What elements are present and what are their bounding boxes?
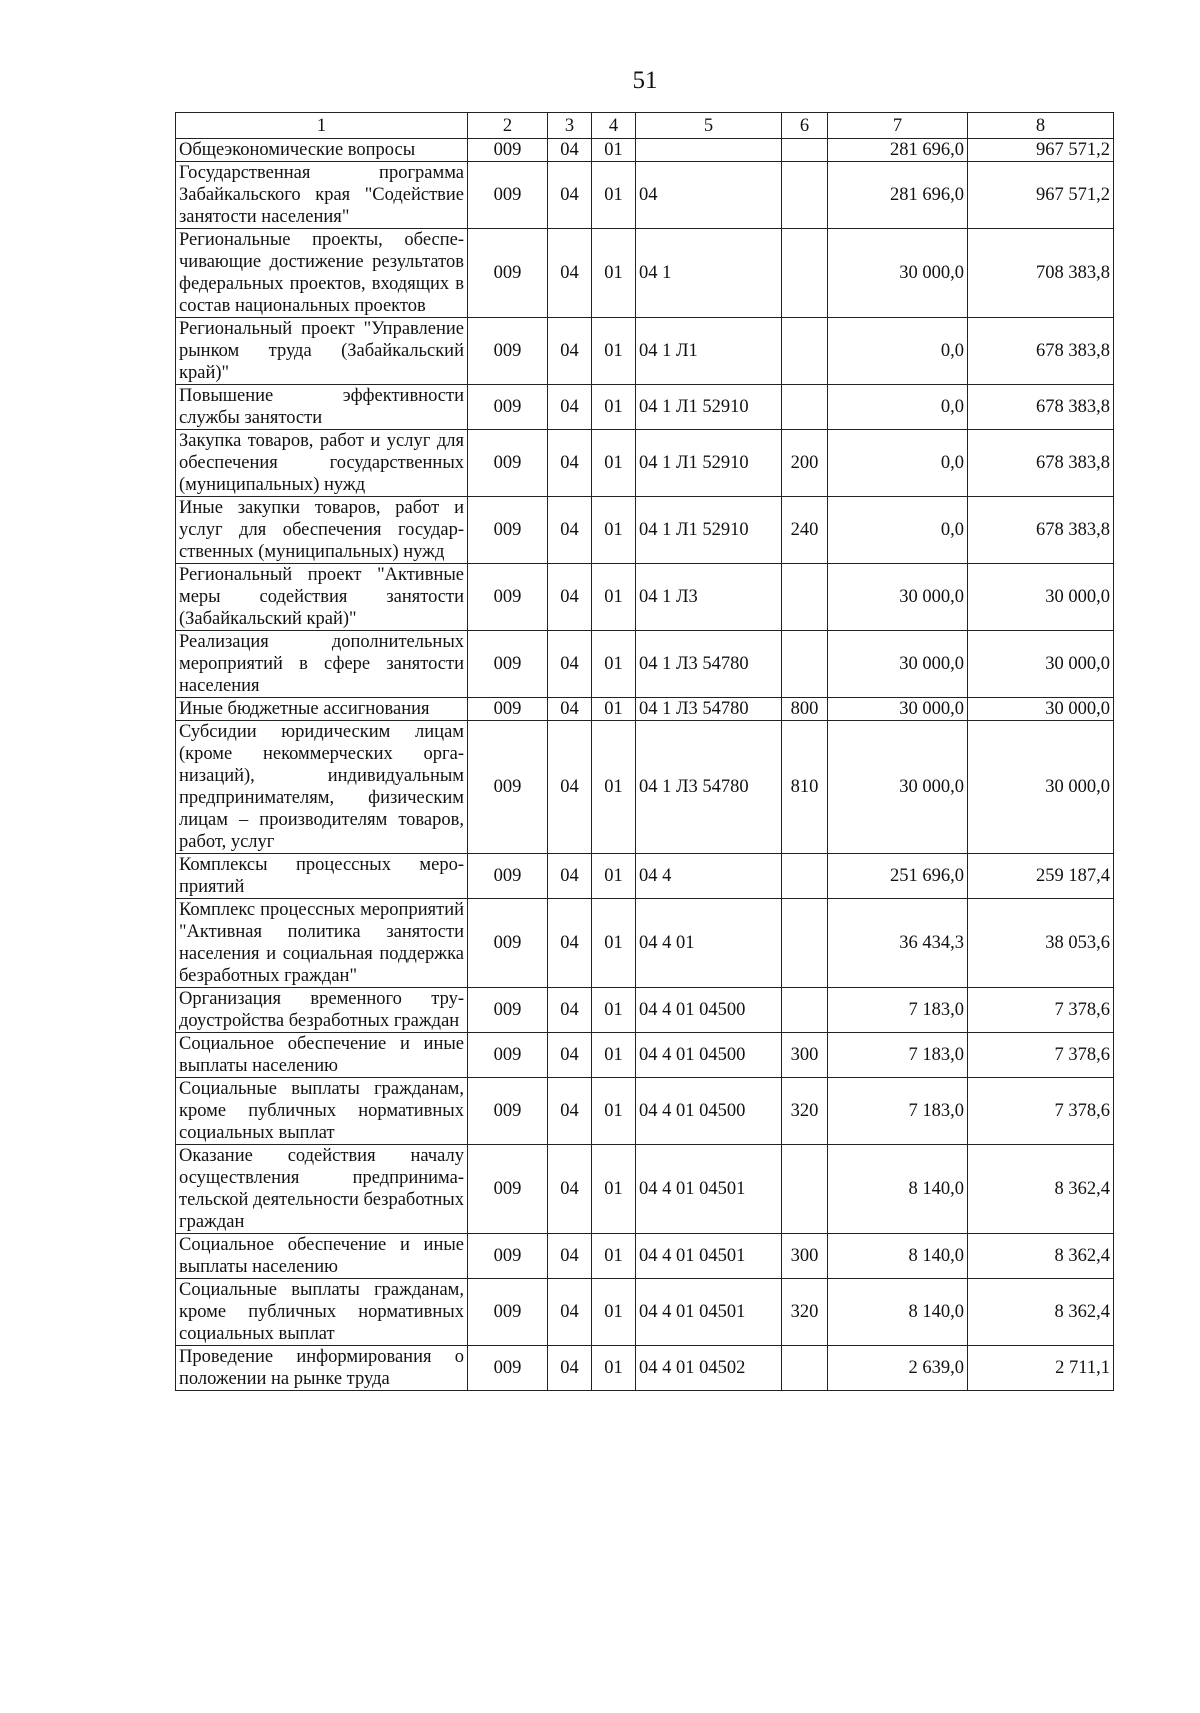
section-code: 04: [548, 162, 592, 229]
subsection-code: 01: [592, 385, 636, 430]
section-code: 04: [548, 1033, 592, 1078]
expense-type: [782, 1346, 828, 1391]
target-article: 04 4: [636, 854, 782, 899]
amount-col7: 0,0: [828, 430, 968, 497]
expense-type: 320: [782, 1078, 828, 1145]
target-article: [636, 139, 782, 162]
row-name: Реализация дополнительных мероприятий в сфере занятости населения: [176, 631, 468, 698]
amount-col8: 967 571,2: [968, 139, 1114, 162]
amount-col7: 8 140,0: [828, 1234, 968, 1279]
header-row: [176, 113, 1114, 139]
amount-col7: 8 140,0: [828, 1145, 968, 1234]
admin-code: 009: [468, 1078, 548, 1145]
amount-col7: 7 183,0: [828, 1033, 968, 1078]
amount-col8: 8 362,4: [968, 1279, 1114, 1346]
amount-col8: 678 383,8: [968, 318, 1114, 385]
target-article: 04 4 01 04500: [636, 1078, 782, 1145]
expense-type: 240: [782, 497, 828, 564]
amount-col7: 36 434,3: [828, 899, 968, 988]
amount-col7: 30 000,0: [828, 698, 968, 721]
table-row: [176, 899, 1114, 988]
table-row: [176, 1078, 1114, 1145]
section-code: 04: [548, 564, 592, 631]
amount-col8: 678 383,8: [968, 497, 1114, 564]
admin-code: 009: [468, 1346, 548, 1391]
expense-type: 320: [782, 1279, 828, 1346]
admin-code: 009: [468, 698, 548, 721]
subsection-code: 01: [592, 318, 636, 385]
row-name: Комплекс процессных мероприятий "Активная политика занятости населения и социальная поддержка безработных граждан": [176, 899, 468, 988]
subsection-code: 01: [592, 988, 636, 1033]
target-article: 04 4 01 04501: [636, 1279, 782, 1346]
amount-col7: 7 183,0: [828, 1078, 968, 1145]
table-row: [176, 139, 1114, 162]
expense-type: [782, 631, 828, 698]
target-article: 04 1 Л1: [636, 318, 782, 385]
amount-col7: 0,0: [828, 385, 968, 430]
table-row: [176, 1279, 1114, 1346]
table-row: [176, 1346, 1114, 1391]
row-name: Повышение эффективности службы занятости: [176, 385, 468, 430]
subsection-code: 01: [592, 1346, 636, 1391]
amount-col8: 2 711,1: [968, 1346, 1114, 1391]
admin-code: 009: [468, 721, 548, 854]
expense-type: 300: [782, 1033, 828, 1078]
table-row: [176, 229, 1114, 318]
admin-code: 009: [468, 430, 548, 497]
admin-code: 009: [468, 497, 548, 564]
row-name: Проведение информирования о положении на рынке труда: [176, 1346, 468, 1391]
target-article: 04 4 01: [636, 899, 782, 988]
row-name: Иные закупки товаров, работ и услуг для обеспечения государственных (муниципальных) нужд: [176, 497, 468, 564]
target-article: 04: [636, 162, 782, 229]
section-code: 04: [548, 1279, 592, 1346]
subsection-code: 01: [592, 1279, 636, 1346]
table-row: [176, 721, 1114, 854]
subsection-code: 01: [592, 139, 636, 162]
subsection-code: 01: [592, 162, 636, 229]
header-cell: 1: [176, 113, 468, 139]
subsection-code: 01: [592, 1078, 636, 1145]
expense-type: 810: [782, 721, 828, 854]
admin-code: 009: [468, 854, 548, 899]
target-article: 04 1 Л3 54780: [636, 631, 782, 698]
subsection-code: 01: [592, 430, 636, 497]
table-row: [176, 988, 1114, 1033]
header-cell: 8: [968, 113, 1114, 139]
row-name: Субсидии юридическим лицам (кроме некоммерческих организаций), индивидуальным предпринимателям, физическим лицам – производителям товаров, работ, услуг: [176, 721, 468, 854]
header-cell: 5: [636, 113, 782, 139]
amount-col8: 967 571,2: [968, 162, 1114, 229]
table-row: [176, 1033, 1114, 1078]
section-code: 04: [548, 497, 592, 564]
row-name: Государственная программа Забайкальского края "Содействие занятости населения": [176, 162, 468, 229]
subsection-code: 01: [592, 721, 636, 854]
section-code: 04: [548, 318, 592, 385]
section-code: 04: [548, 631, 592, 698]
amount-col8: 7 378,6: [968, 1078, 1114, 1145]
expense-type: [782, 988, 828, 1033]
expense-type: [782, 564, 828, 631]
target-article: 04 4 01 04500: [636, 1033, 782, 1078]
amount-col7: 7 183,0: [828, 988, 968, 1033]
section-code: 04: [548, 385, 592, 430]
table-row: [176, 497, 1114, 564]
admin-code: 009: [468, 139, 548, 162]
expense-type: 200: [782, 430, 828, 497]
admin-code: 009: [468, 385, 548, 430]
section-code: 04: [548, 430, 592, 497]
admin-code: 009: [468, 631, 548, 698]
amount-col7: 281 696,0: [828, 139, 968, 162]
row-name: Региональные проекты, обеспечивающие достижение результатов федеральных проектов, входящих в состав национальных проектов: [176, 229, 468, 318]
amount-col8: 708 383,8: [968, 229, 1114, 318]
amount-col8: 678 383,8: [968, 385, 1114, 430]
amount-col7: 251 696,0: [828, 854, 968, 899]
expense-type: [782, 854, 828, 899]
target-article: 04 1 Л3 54780: [636, 698, 782, 721]
admin-code: 009: [468, 1279, 548, 1346]
expense-type: 300: [782, 1234, 828, 1279]
target-article: 04 4 01 04500: [636, 988, 782, 1033]
admin-code: 009: [468, 318, 548, 385]
table-row: [176, 854, 1114, 899]
section-code: 04: [548, 1145, 592, 1234]
table-row: [176, 430, 1114, 497]
target-article: 04 1: [636, 229, 782, 318]
amount-col7: 281 696,0: [828, 162, 968, 229]
amount-col7: 2 639,0: [828, 1346, 968, 1391]
admin-code: 009: [468, 1033, 548, 1078]
amount-col7: 0,0: [828, 497, 968, 564]
target-article: 04 4 01 04501: [636, 1234, 782, 1279]
amount-col8: 30 000,0: [968, 564, 1114, 631]
target-article: 04 1 Л3 54780: [636, 721, 782, 854]
subsection-code: 01: [592, 899, 636, 988]
row-name: Региональный проект "Управление рынком труда (Забайкальский край)": [176, 318, 468, 385]
amount-col8: 678 383,8: [968, 430, 1114, 497]
section-code: 04: [548, 721, 592, 854]
row-name: Социальные выплаты гражданам, кроме публичных нормативных социальных выплат: [176, 1078, 468, 1145]
table-row: [176, 631, 1114, 698]
subsection-code: 01: [592, 1033, 636, 1078]
amount-col8: 30 000,0: [968, 721, 1114, 854]
row-name: Комплексы процессных мероприятий: [176, 854, 468, 899]
admin-code: 009: [468, 229, 548, 318]
amount-col8: 7 378,6: [968, 988, 1114, 1033]
subsection-code: 01: [592, 229, 636, 318]
amount-col8: 30 000,0: [968, 698, 1114, 721]
section-code: 04: [548, 139, 592, 162]
amount-col7: 30 000,0: [828, 631, 968, 698]
amount-col8: 38 053,6: [968, 899, 1114, 988]
header-cell: 4: [592, 113, 636, 139]
expense-type: [782, 162, 828, 229]
header-cell: 6: [782, 113, 828, 139]
header-cell: 2: [468, 113, 548, 139]
amount-col7: 30 000,0: [828, 721, 968, 854]
admin-code: 009: [468, 564, 548, 631]
amount-col8: 8 362,4: [968, 1145, 1114, 1234]
amount-col7: 30 000,0: [828, 564, 968, 631]
amount-col8: 8 362,4: [968, 1234, 1114, 1279]
target-article: 04 1 Л1 52910: [636, 430, 782, 497]
amount-col7: 0,0: [828, 318, 968, 385]
table-row: [176, 162, 1114, 229]
target-article: 04 1 Л1 52910: [636, 497, 782, 564]
target-article: 04 1 Л1 52910: [636, 385, 782, 430]
subsection-code: 01: [592, 1145, 636, 1234]
amount-col8: 259 187,4: [968, 854, 1114, 899]
amount-col8: 30 000,0: [968, 631, 1114, 698]
row-name: Социальное обеспечение и иные выплаты населению: [176, 1234, 468, 1279]
admin-code: 009: [468, 1234, 548, 1279]
row-name: Социальное обеспечение и иные выплаты населению: [176, 1033, 468, 1078]
row-name: Оказание содействия началу осуществления предпринимательской деятельности безработных граждан: [176, 1145, 468, 1234]
section-code: 04: [548, 229, 592, 318]
section-code: 04: [548, 988, 592, 1033]
target-article: 04 4 01 04502: [636, 1346, 782, 1391]
target-article: 04 4 01 04501: [636, 1145, 782, 1234]
section-code: 04: [548, 899, 592, 988]
admin-code: 009: [468, 988, 548, 1033]
expense-type: [782, 899, 828, 988]
subsection-code: 01: [592, 854, 636, 899]
header-cell: 3: [548, 113, 592, 139]
subsection-code: 01: [592, 631, 636, 698]
amount-col7: 30 000,0: [828, 229, 968, 318]
target-article: 04 1 Л3: [636, 564, 782, 631]
subsection-code: 01: [592, 1234, 636, 1279]
row-name: Региональный проект "Активные меры содействия занятости (Забайкальский край)": [176, 564, 468, 631]
section-code: 04: [548, 854, 592, 899]
subsection-code: 01: [592, 698, 636, 721]
section-code: 04: [548, 1234, 592, 1279]
section-code: 04: [548, 1078, 592, 1145]
section-code: 04: [548, 1346, 592, 1391]
header-cell: 7: [828, 113, 968, 139]
row-name: Организация временного трудоустройства безработных граждан: [176, 988, 468, 1033]
row-name: Общеэкономические вопросы: [176, 139, 468, 162]
section-code: 04: [548, 698, 592, 721]
expense-type: [782, 1145, 828, 1234]
row-name: Иные бюджетные ассигнования: [176, 698, 468, 721]
admin-code: 009: [468, 1145, 548, 1234]
expense-type: [782, 229, 828, 318]
amount-col7: 8 140,0: [828, 1279, 968, 1346]
row-name: Закупка товаров, работ и услуг для обеспечения государственных (муниципальных) нужд: [176, 430, 468, 497]
table-row: [176, 1145, 1114, 1234]
expense-type: [782, 385, 828, 430]
page-number: 51: [632, 67, 658, 94]
admin-code: 009: [468, 899, 548, 988]
subsection-code: 01: [592, 497, 636, 564]
row-name: Социальные выплаты гражданам, кроме публичных нормативных социальных выплат: [176, 1279, 468, 1346]
table-row: [176, 698, 1114, 721]
table-row: [176, 318, 1114, 385]
expense-type: [782, 318, 828, 385]
budget-table: [175, 112, 1114, 1391]
amount-col8: 7 378,6: [968, 1033, 1114, 1078]
subsection-code: 01: [592, 564, 636, 631]
table-row: [176, 385, 1114, 430]
expense-type: 800: [782, 698, 828, 721]
table-row: [176, 564, 1114, 631]
admin-code: 009: [468, 162, 548, 229]
expense-type: [782, 139, 828, 162]
table-row: [176, 1234, 1114, 1279]
